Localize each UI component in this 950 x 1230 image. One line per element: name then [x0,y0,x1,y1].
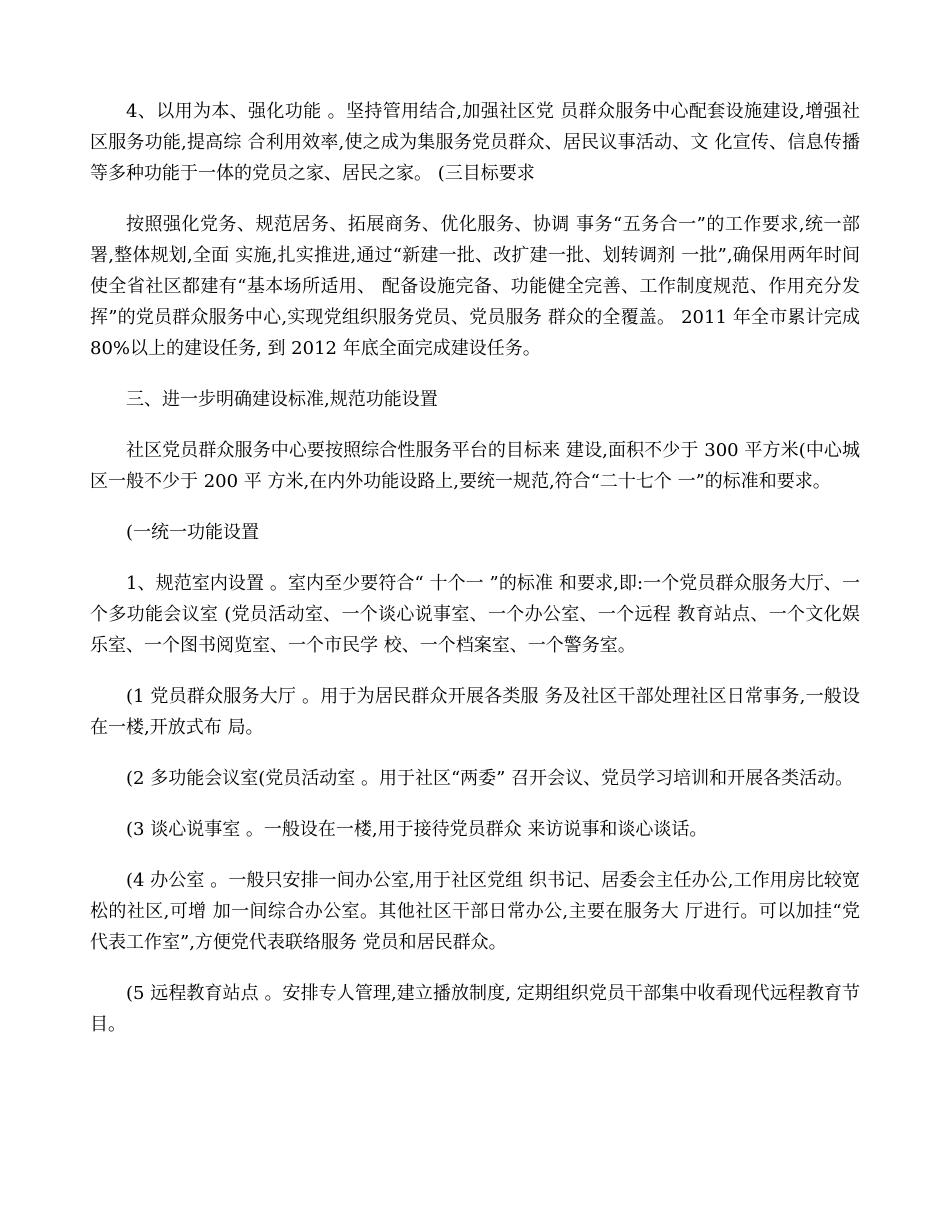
paragraph-goal-4: 4、以用为本、强化功能 。坚持管用结合,加强社区党 员群众服务中心配套设施建设,增强社区服务功能,提高综 合利用效率,使之成为集服务党员群众、居民议事活动、文 化宣传、信息传播等多种功能于一体的党员之家、居民之家。 (三目标要求 [90,101,860,184]
paragraph-item-1: (1 党员群众服务大厅 。用于为居民群众开展各类服 务及社区干部处理社区日常事务,一般设在一楼,开放式布 局。 [90,686,860,738]
document-page [90,96,860,1060]
paragraph-standards: 社区党员群众服务中心要按照综合性服务平台的目标来 建设,面积不少于 300 平方米(中心城区一般不少于 200 平 方米,在内外功能设路上,要统一规范,符合“二十七个 一”的标准和要求。 [90,440,860,492]
paragraph-item-2: (2 多功能会议室(党员活动室 。用于社区“两委” 召开会议、党员学习培训和开展各类活动。 [126,768,854,789]
paragraph-item-5: (5 远程教育站点 。安排专人管理,建立播放制度, 定期组织党员干部集中收看现代远程教育节目。 [90,983,860,1035]
paragraph-item-3: (3 谈心说事室 。一般设在一楼,用于接待党员群众 来访说事和谈心谈话。 [126,819,708,840]
paragraph-requirements: 按照强化党务、规范居务、拓展商务、优化服务、协调 事务“五务合一”的工作要求,统一部署,整体规划,全面 实施,扎实推进,通过“新建一批、改扩建一批、划转调剂 一批”,确保用两年时间使全省社区都建有“基本场所适用、 配备设施完备、功能健全完善、工作制度规范、作用充分发 挥”的党员群众服务中心,实现党组织服务党员、党员服务 群众的全覆盖。 2011 年全市累计完成 80%以上的建设任务, 到 2012 年底全面完成建设任务。 [90,214,860,359]
paragraph-item-4: (4 办公室 。一般只安排一间办公室,用于社区党组 织书记、居委会主任办公,工作用房比较宽松的社区,可增 加一间综合办公室。其他社区干部日常办公,主要在服务大 厅进行。可以加挂“党代表工作室”,方便党代表联络服务 党员和居民群众。 [90,870,860,953]
section-heading-3: 三、进一步明确建设标准,规范功能设置 [126,389,438,410]
subheading-function-setup: (一统一功能设置 [126,522,260,543]
paragraph-indoor-setup: 1、规范室内设置 。室内至少要符合“ 十个一 ”的标准 和要求,即:一个党员群众服务大厅、一个多功能会议室 (党员活动室、一个谈心说事室、一个办公室、一个远程 教育站点、一个文化娱乐室、一个图书阅览室、一个市民学 校、一个档案室、一个警务室。 [90,573,860,656]
